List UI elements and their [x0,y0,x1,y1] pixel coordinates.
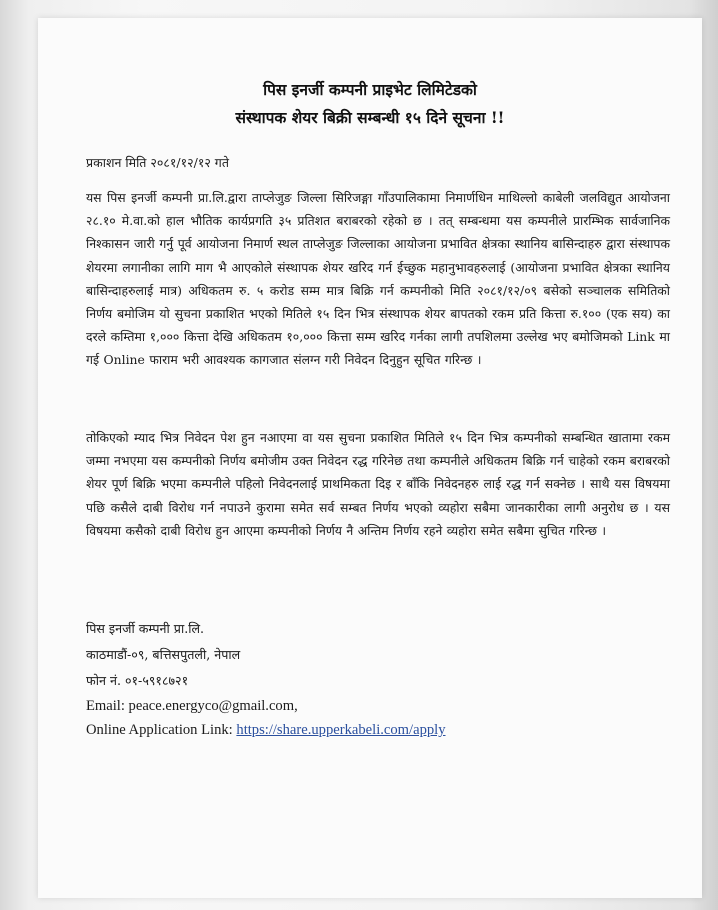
notice-paragraph-2: तोकिएको म्याद भित्र निवेदन पेश हुन नआएमा वा यस सुचना प्रकाशित मितिले १५ दिन भित्र कम्पनीको सम्बन्धित खातामा रकम जम्मा नभएमा यस कम्पनीको निर्णय बमोजीम उक्त निवेदन रद्ध गरिनेछ तथा कम्पनीले अधिकतम बिक्रि गर्न चाहेको रकम बराबरको शेयर पूर्ण बिक्रि भएमा कम्पनीले पहिलो निवेदनलाई प्राथमिकता दिइ र बाँकि निवेदनहरु लाई रद्ध गर्न सक्नेछ । साथै यस विषयमा पछि कसैले दाबी विरोध गर्न नपाउने कुरामा समेत सर्व सम्बत निर्णय भएको व्यहोरा सबैमा जानकारीका लागी अनुरोध छ । यस विषयमा कसैको दाबी विरोध हुन आएमा कम्पनीको निर्णय नै अन्तिम निर्णय रहने व्यहोरा समेत सबैमा सुचित गरिन्छ । [86,430,670,538]
publish-date: प्रकाशन मिति २०८१/१२/१२ गते [86,155,229,170]
company-phone: फोन नं. ०१-५९१८७२१ [86,673,189,688]
application-link-line [86,722,446,739]
company-name: पिस इनर्जी कम्पनी प्रा.लि. [86,621,205,636]
application-link-label: Online Application Link: [86,722,237,738]
company-address: काठमाडौं-०९, बत्तिसपुतली, नेपाल [86,647,241,662]
notice-paragraph-1: यस पिस इनर्जी कम्पनी प्रा.लि.द्वारा ताप्लेजुङ जिल्ला सिरिजङ्गा गाँउपालिकामा निमार्णधिन माथिल्लो काबेली जलविद्युत आयोजना २८.१० मे.वा.को हाल भौतिक कार्यप्रगति ३५ प्रतिशत बराबरको रहेको छ । तत् सम्बन्धमा यस कम्पनीले प्रारम्भिक सार्वजानिक निश्कासन जारी गर्नु पूर्व आयोजना निमार्ण स्थल ताप्लेजुङ जिल्लाका आयोजना प्रभावित क्षेत्रका स्थानिय बासिन्दाहरु द्वारा संस्थापक शेयरमा लगानीका लागि माग भै आएकोले संस्थापक शेयर खरिद गर्न ईच्छुक महानुभावहरुलाई (आयोजना प्रभावित क्षेत्रका स्थानिय बासिन्दाहरुलाई मात्र) अधिकतम रु. ५ करोड सम्म मात्र बिक्रि गर्न कम्पनीको मिति २०८१/१२/०९ बसेको सञ्चालक समितिको निर्णय बमोजिम यो सुचना प्रकाशित भएको मितिले १५ दिन भित्र संस्थापक शेयर बापतको रकम प्रति कित्ता रु.१०० (एक सय) का दरले कम्तिमा १,००० कित्ता देखि अधिकतम १०,००० कित्ता सम्म खरिद गर्नका लागी तपशिलमा उल्लेख भए बमोजिमको Link मा गई Online फाराम भरी आवश्यक कागजात संलग्न गरी निवेदन दिनुहुन सूचित गरिन्छ । [86,190,670,368]
notice-title-line2: संस्थापक शेयर बिक्री सम्बन्धी १५ दिने सूचना !! [235,108,505,127]
company-email: Email: peace.energyco@gmail.com, [86,698,298,714]
notice-title-line1: पिस इनर्जी कम्पनी प्राइभेट लिमिटेडको [263,80,477,99]
notice-page [38,18,702,898]
application-link[interactable]: https://share.upperkabeli.com/apply [236,722,446,738]
